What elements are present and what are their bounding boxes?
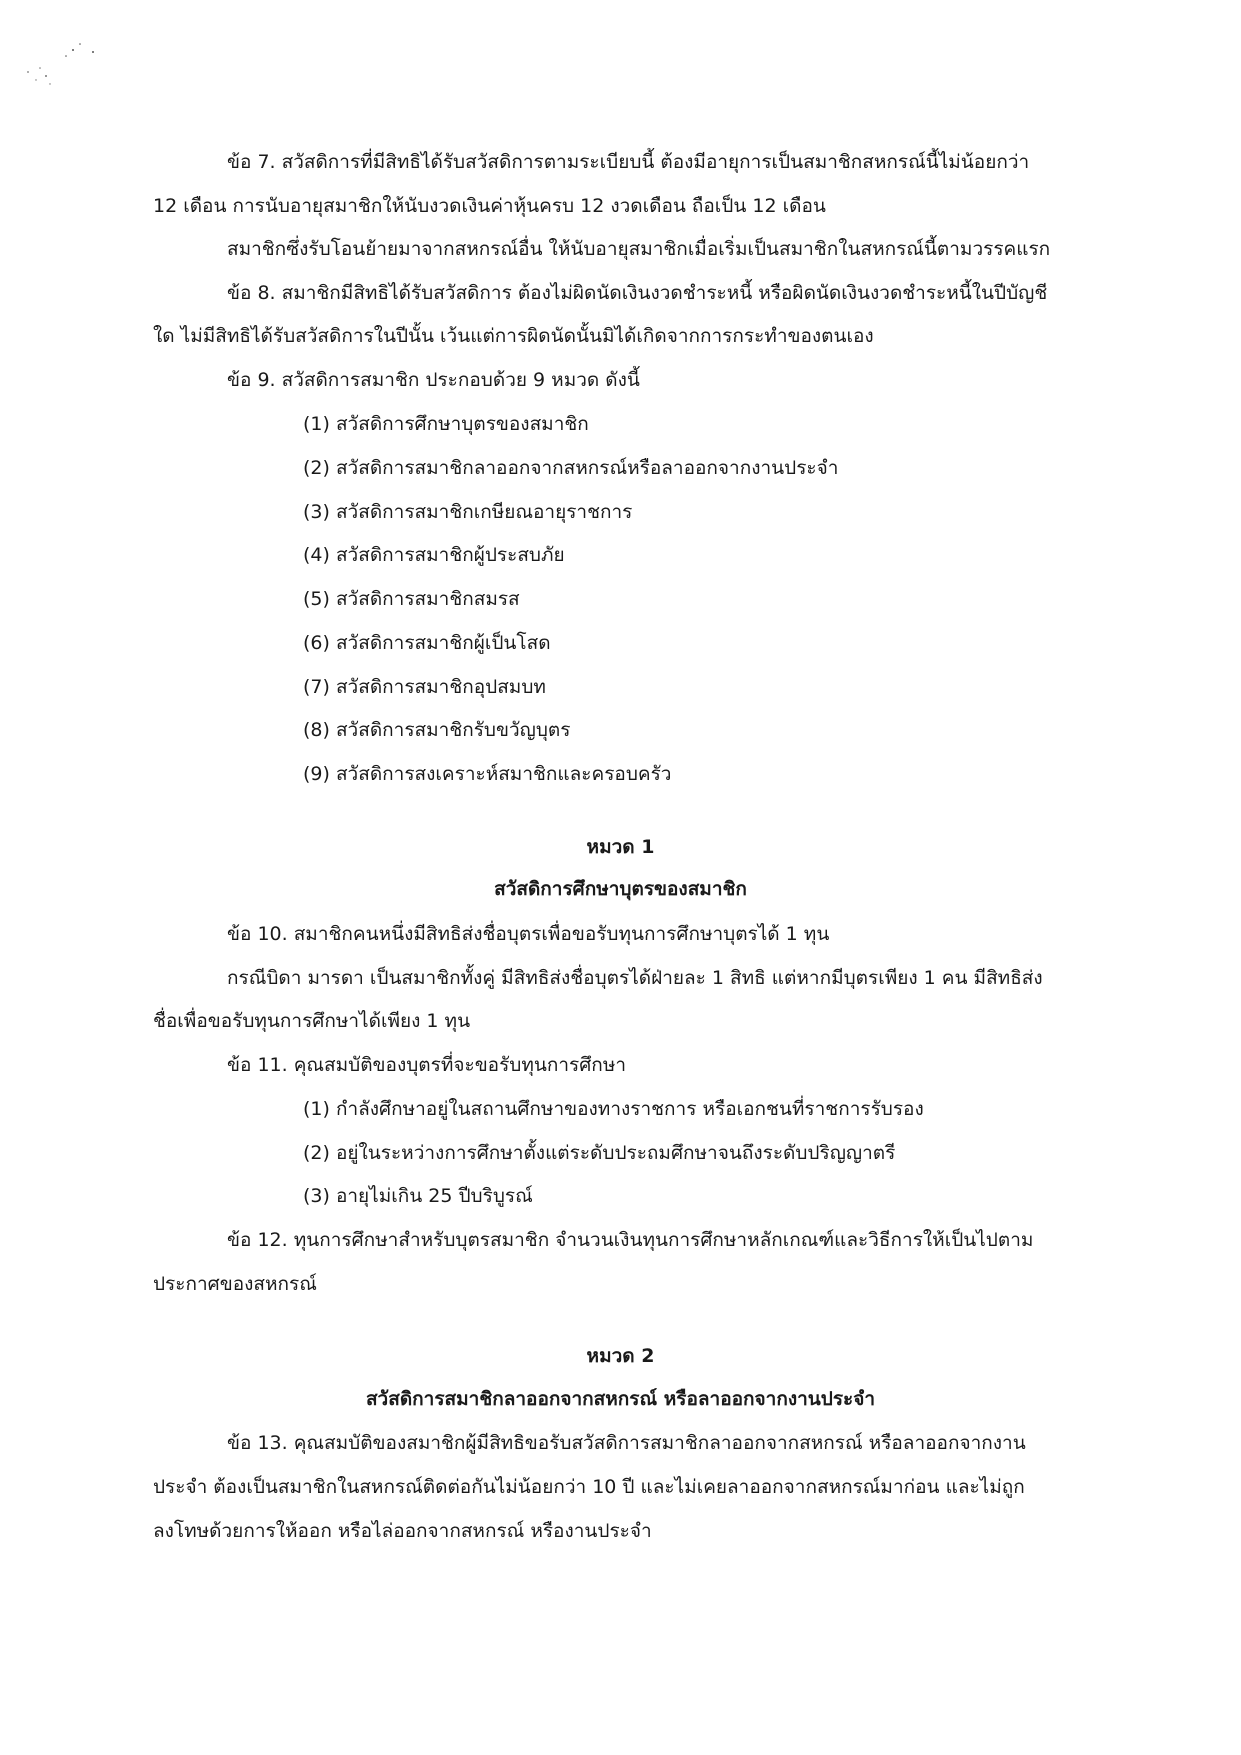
clause-8-line-2: ใด ไม่มีสิทธิได้รับสวัสดิการในปีนั้น เว้นแต่การผิดนัดนั้นมิได้เกิดจากการกระทำของตนเอง bbox=[153, 325, 874, 347]
clause-13-line-2: ประจำ ต้องเป็นสมาชิกในสหกรณ์ติดต่อกันไม่น้อยกว่า 10 ปี และไม่เคยลาออกจากสหกรณ์มาก่อน และไม่ถูก bbox=[153, 1476, 1025, 1498]
category-item: (7) สวัสดิการสมาชิกอุปสมบท bbox=[303, 676, 546, 698]
category-item: (9) สวัสดิการสงเคราะห์สมาชิกและครอบครัว bbox=[303, 763, 672, 785]
clause-12-line-1: ข้อ 12. ทุนการศึกษาสำหรับบุตรสมาชิก จำนวนเงินทุนการศึกษาหลักเกณฑ์และวิธีการให้เป็นไปตาม bbox=[227, 1229, 1034, 1251]
category-item: (8) สวัสดิการสมาชิกรับขวัญบุตร bbox=[303, 719, 571, 741]
clause-10-line-3: ชื่อเพื่อขอรับทุนการศึกษาได้เพียง 1 ทุน bbox=[153, 1010, 471, 1032]
clause-11-item: (3) อายุไม่เกิน 25 ปีบริบูรณ์ bbox=[303, 1185, 533, 1207]
clause-10-line-1: ข้อ 10. สมาชิกคนหนึ่งมีสิทธิส่งชื่อบุตรเพื่อขอรับทุนการศึกษาบุตรได้ 1 ทุน bbox=[227, 923, 830, 945]
clause-7-line-2: 12 เดือน การนับอายุสมาชิกให้นับงวดเงินค่าหุ้นครบ 12 งวดเดือน ถือเป็น 12 เดือน bbox=[153, 195, 826, 217]
category-item: (4) สวัสดิการสมาชิกผู้ประสบภัย bbox=[303, 544, 565, 566]
category-item: (2) สวัสดิการสมาชิกลาออกจากสหกรณ์หรือลาออกจากงานประจำ bbox=[303, 457, 839, 479]
clause-12-line-2: ประกาศของสหกรณ์ bbox=[153, 1273, 317, 1295]
scan-speck-marks bbox=[18, 40, 118, 110]
section-1-title: สวัสดิการศึกษาบุตรของสมาชิก bbox=[494, 878, 747, 900]
clause-9-line-1: ข้อ 9. สวัสดิการสมาชิก ประกอบด้วย 9 หมวด ดังนี้ bbox=[227, 369, 640, 391]
clause-11-line-1: ข้อ 11. คุณสมบัติของบุตรที่จะขอรับทุนการศึกษา bbox=[227, 1054, 627, 1076]
clause-10-line-2: กรณีบิดา มารดา เป็นสมาชิกทั้งคู่ มีสิทธิส่งชื่อบุตรได้ฝ่ายละ 1 สิทธิ แต่หากมีบุตรเพียง 1 คน มีสิทธิส่ง bbox=[227, 967, 1043, 989]
category-item: (6) สวัสดิการสมาชิกผู้เป็นโสด bbox=[303, 632, 551, 654]
category-item: (5) สวัสดิการสมาชิกสมรส bbox=[303, 588, 520, 610]
category-item: (1) สวัสดิการศึกษาบุตรของสมาชิก bbox=[303, 413, 589, 435]
section-1-heading: หมวด 1 bbox=[586, 836, 655, 858]
clause-11-item: (1) กำลังศึกษาอยู่ในสถานศึกษาของทางราชการ หรือเอกชนที่ราชการรับรอง bbox=[303, 1098, 924, 1120]
category-item: (3) สวัสดิการสมาชิกเกษียณอายุราชการ bbox=[303, 501, 633, 523]
clause-11-item: (2) อยู่ในระหว่างการศึกษาตั้งแต่ระดับประถมศึกษาจนถึงระดับปริญญาตรี bbox=[303, 1142, 896, 1164]
clause-13-line-1: ข้อ 13. คุณสมบัติของสมาชิกผู้มีสิทธิขอรับสวัสดิการสมาชิกลาออกจากสหกรณ์ หรือลาออกจากงาน bbox=[227, 1432, 1026, 1454]
section-2-title: สวัสดิการสมาชิกลาออกจากสหกรณ์ หรือลาออกจากงานประจำ bbox=[365, 1388, 876, 1410]
clause-13-line-3: ลงโทษด้วยการให้ออก หรือไล่ออกจากสหกรณ์ หรืองานประจำ bbox=[153, 1520, 652, 1542]
section-2-heading: หมวด 2 bbox=[586, 1345, 655, 1367]
clause-7-line-1: ข้อ 7. สวัสดิการที่มีสิทธิได้รับสวัสดิการตามระเบียบนี้ ต้องมีอายุการเป็นสมาชิกสหกรณ์นี้ไม่น้อยกว่า bbox=[227, 151, 1030, 173]
clause-8-line-1: ข้อ 8. สมาชิกมีสิทธิได้รับสวัสดิการ ต้องไม่ผิดนัดเงินงวดชำระหนี้ หรือผิดนัดเงินงวดชำระหนี้ในปีบัญชี bbox=[227, 282, 1048, 304]
clause-7-line-3: สมาชิกซึ่งรับโอนย้ายมาจากสหกรณ์อื่น ให้นับอายุสมาชิกเมื่อเริ่มเป็นสมาชิกในสหกรณ์นี้ตามวรรคแรก bbox=[227, 238, 1051, 260]
